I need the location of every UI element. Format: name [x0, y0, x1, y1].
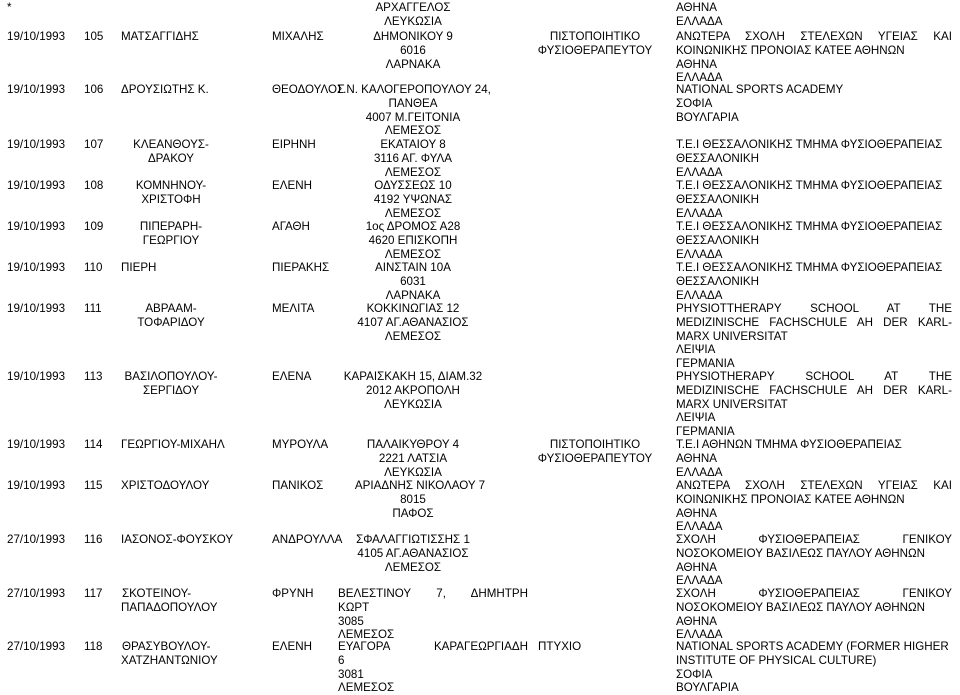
firstname-cell: ΠΑΝΙΚΟΣ: [272, 479, 324, 492]
qualification-cell: ΠΤΥΧΙΟ: [538, 640, 582, 653]
fragment-address: ΑΡΧΑΓΓΕΛΟΣ ΛΕΥΚΩΣΙΑ: [375, 1, 451, 28]
number-cell: 116: [84, 533, 103, 546]
date-cell: 19/10/1993: [7, 370, 66, 383]
number-cell: 109: [84, 220, 104, 233]
school-cell: ΑΝΩΤΕΡΑ ΣΧΟΛΗ ΣΤΕΛΕΧΩΝ ΥΓΕΙΑΣ ΚΑΙ ΚΟΙΝΩΝΙΚΗΣ ΠΡΟΝΟΙΑΣ ΚΑΤΕΕ ΑΘΗΝΩΝ ΑΘΗΝΑ ΕΛΛΑΔΑ: [676, 479, 952, 534]
surname-cell: ΚΟΜΝΗΝΟΥ- ΧΡΙΣΤΟΦΗ: [135, 179, 207, 206]
surname-cell: ΔΡΟΥΣΙΩΤΗΣ Κ.: [121, 83, 209, 96]
firstname-cell: ΕΛΕΝΗ: [272, 179, 312, 192]
number-cell: 105: [84, 30, 104, 43]
date-cell: 19/10/1993: [7, 83, 66, 96]
number-cell: 118: [84, 640, 103, 653]
number-cell: 113: [84, 370, 103, 383]
surname-cell: ΠΙΕΡΗ: [121, 261, 157, 274]
surname-cell: ΣΚΟΤΕΙΝΟΥ- ΠΑΠΑΔΟΠΟΥΛΟΥ: [121, 587, 218, 614]
firstname-cell: ΕΙΡΗΝΗ: [272, 138, 316, 151]
school-cell: ΑΝΩΤΕΡΑ ΣΧΟΛΗ ΣΤΕΛΕΧΩΝ ΥΓΕΙΑΣ ΚΑΙ ΚΟΙΝΩΝΙΚΗΣ ΠΡΟΝΟΙΑΣ ΚΑΤΕΕ ΑΘΗΝΩΝ ΑΘΗΝΑ ΕΛΛΑΔΑ: [676, 30, 952, 85]
firstname-cell: ΑΓΑΘΗ: [272, 220, 310, 233]
school-cell: ΣΧΟΛΗ ΦΥΣΙΟΘΕΡΑΠΕΙΑΣ ΓΕΝΙΚΟΥ ΝΟΣΟΚΟΜΕΙΟΥ ΒΑΣΙΛΕΩΣ ΠΑΥΛΟΥ ΑΘΗΝΩΝ ΑΘΗΝΑ ΕΛΛΑΔΑ: [676, 533, 952, 588]
date-cell: 19/10/1993: [7, 479, 66, 492]
qualification-cell: ΠΙΣΤΟΠΟΙΗΤΙΚΟ ΦΥΣΙΟΘΕΡΑΠΕΥΤΟΥ: [537, 438, 653, 465]
number-cell: 117: [84, 587, 103, 600]
number-cell: 111: [84, 302, 102, 315]
surname-cell: ΘΡΑΣΥΒΟΥΛΟΥ- ΧΑΤΖΗΑΝΤΩΝΙΟΥ: [121, 640, 218, 667]
surname-cell: ΙΑΣΟΝΟΣ-ΦΟΥΣΚΟΥ: [121, 533, 234, 546]
surname-cell: ΑΒΡΑΑΜ- ΤΟΦΑΡΙΔΟΥ: [137, 302, 205, 329]
date-cell: 19/10/1993: [7, 220, 66, 233]
address-cell: ΔΗΜΟΝΙΚΟΥ 9 6016 ΛΑΡΝΑΚΑ: [373, 30, 453, 71]
number-cell: 114: [84, 438, 103, 451]
surname-cell: ΜΑΤΣΑΓΓΙΔΗΣ: [121, 30, 199, 43]
firstname-cell: ΕΛΕΝΗ: [272, 640, 312, 653]
number-cell: 110: [84, 261, 103, 274]
asterisk-mark: *: [7, 1, 12, 14]
firstname-cell: ΦΡΥΝΗ: [272, 587, 314, 600]
surname-cell: ΓΕΩΡΓΙΟΥ-ΜΙΧΑΗΛ: [121, 438, 225, 451]
number-cell: 115: [84, 479, 103, 492]
school-cell: NATIONAL SPORTS ACADEMY (FORMER HIGHER INSTITUTE OF PHYSICAL CULTURE) ΣΟΦΙΑ ΒΟΥΛΓΑΡΙΑ: [676, 640, 949, 695]
firstname-cell: ΠΙΕΡΑΚΗΣ: [272, 261, 330, 274]
surname-cell: ΚΛΕΑΝΘΟΥΣ- ΔΡΑΚΟΥ: [133, 138, 209, 165]
date-cell: 19/10/1993: [7, 302, 66, 315]
firstname-cell: ΜΕΛΙΤΑ: [272, 302, 315, 315]
address-cell: ΑΡΙΑΔΝΗΣ ΝΙΚΟΛΑΟΥ 7 8015 ΠΑΦΟΣ: [354, 479, 486, 520]
date-cell: 19/10/1993: [7, 438, 66, 451]
firstname-cell: ΜΙΧΑΛΗΣ: [272, 30, 324, 43]
number-cell: 106: [84, 83, 104, 96]
address-cell: ΑΙΝΣΤΑΙΝ 10Α 6031 ΛΑΡΝΑΚΑ: [375, 261, 451, 302]
surname-cell: ΒΑΣΙΛΟΠΟΥΛΟΥ- ΣΕΡΓΙΔΟΥ: [124, 370, 218, 397]
date-cell: 19/10/1993: [7, 261, 66, 274]
firstname-cell: ΑΝΔΡΟΥΛΛΑ: [272, 533, 343, 546]
address-cell: ΚΑΡΑΙΣΚΑΚΗ 15, ΔΙΑΜ.32 2012 ΑΚΡΟΠΟΛΗ ΛΕΥΚΩΣΙΑ: [343, 370, 483, 411]
address-cell: ΕΥΑΓΟΡΑ ΚΑΡΑΓΕΩΡΓΙΑΔΗ 6 3081 ΛΕΜΕΣΟΣ: [338, 640, 528, 695]
address-cell: ΕΚΑΤΑΙΟΥ 8 3116 ΑΓ. ΦΥΛΑ ΛΕΜΕΣΟΣ: [373, 138, 453, 179]
date-cell: 27/10/1993: [7, 640, 66, 653]
fragment-employer-address: ΑΘΗΝΑ ΕΛΛΑΔΑ: [676, 1, 723, 28]
date-cell: 19/10/1993: [7, 138, 66, 151]
school-cell: PHYSIOTTHERAPY SCHOOL AT THE MEDIZINISCHE FACHSCHULE AH DER KARL- MARX UNIVERSITAT ΛΕΙΨΙΑ ΓΕΡΜΑΝΙΑ: [676, 302, 952, 371]
number-cell: 107: [84, 138, 104, 151]
address-cell: ΚΟΚΚΙΝΩΓΙΑΣ 12 4107 ΑΓ.ΑΘΑΝΑΣΙΟΣ ΛΕΜΕΣΟΣ: [357, 302, 469, 343]
school-cell: Τ.Ε.Ι ΘΕΣΣΑΛΟΝΙΚΗΣ ΤΜΗΜΑ ΦΥΣΙΟΘΕΡΑΠΕΙΑΣ ΘΕΣΣΑΛΟΝΙΚΗ ΕΛΛΑΔΑ: [676, 138, 943, 179]
school-cell: Τ.Ε.Ι ΑΘΗΝΩΝ ΤΜΗΜΑ ΦΥΣΙΟΘΕΡΑΠΕΙΑΣ ΑΘΗΝΑ ΕΛΛΑΔΑ: [676, 438, 902, 479]
school-cell: Τ.Ε.Ι ΘΕΣΣΑΛΟΝΙΚΗΣ ΤΜΗΜΑ ΦΥΣΙΟΘΕΡΑΠΕΙΑΣ ΘΕΣΣΑΛΟΝΙΚΗ ΕΛΛΑΔΑ: [676, 261, 943, 302]
address-cell: ΒΕΛΕΣΤΙΝΟΥ 7, ΔΗΜΗΤΡΗ ΚΩΡΤ 3085 ΛΕΜΕΣΟΣ: [338, 587, 528, 642]
address-cell: ΣΦΑΛΑΓΓΙΩΤΙΣΣΗΣ 1 4105 ΑΓ.ΑΘΑΝΑΣΙΟΣ ΛΕΜΕΣΟΣ: [356, 533, 470, 574]
surname-cell: ΠΙΠΕΡΑΡΗ- ΓΕΩΡΓΙΟΥ: [139, 220, 203, 247]
date-cell: 19/10/1993: [7, 30, 66, 43]
firstname-cell: ΜΥΡΟΥΛΑ: [272, 438, 329, 451]
firstname-cell: ΘΕΟΔΟΥΛΟΣ: [272, 83, 345, 96]
number-cell: 108: [84, 179, 104, 192]
address-cell: 1ος ΔΡΟΜΟΣ Α28 4620 ΕΠΙΣΚΟΠΗ ΛΕΜΕΣΟΣ: [365, 220, 461, 261]
qualification-cell: ΠΙΣΤΟΠΟΙΗΤΙΚΟ ΦΥΣΙΟΘΕΡΑΠΕΥΤΟΥ: [537, 30, 653, 57]
address-cell: Γ.Ν. ΚΑΛΟΓΕΡΟΠΟΥΛΟΥ 24, ΠΑΝΘΕΑ 4007 Μ.ΓΕΙΤΟΝΙΑ ΛΕΜΕΣΟΣ: [338, 83, 491, 138]
school-cell: PHYSIOTHERAPY SCHOOL AT THE MEDIZINISCHE FACHSCHULE AH DER KARL- MARX UNIVERSITAT ΛΕΙΨΙΑ ΓΕΡΜΑΝΙΑ: [676, 370, 952, 439]
school-cell: Τ.Ε.Ι ΘΕΣΣΑΛΟΝΙΚΗΣ ΤΜΗΜΑ ΦΥΣΙΟΘΕΡΑΠΕΙΑΣ ΘΕΣΣΑΛΟΝΙΚΗ ΕΛΛΑΔΑ: [676, 220, 943, 261]
date-cell: 27/10/1993: [7, 533, 66, 546]
address-cell: ΟΔΥΣΣΕΩΣ 10 4192 ΥΨΩΝΑΣ ΛΕΜΕΣΟΣ: [373, 179, 453, 220]
firstname-cell: ΕΛΕΝΑ: [272, 370, 312, 383]
surname-cell: ΧΡΙΣΤΟΔΟΥΛΟΥ: [121, 479, 210, 492]
date-cell: 27/10/1993: [7, 587, 66, 600]
school-cell: ΣΧΟΛΗ ΦΥΣΙΟΘΕΡΑΠΕΙΑΣ ΓΕΝΙΚΟΥ ΝΟΣΟΚΟΜΕΙΟΥ ΒΑΣΙΛΕΩΣ ΠΑΥΛΟΥ ΑΘΗΝΩΝ ΑΘΗΝΑ ΕΛΛΑΔΑ: [676, 587, 952, 642]
address-cell: ΠΑΛΑΙΚΥΘΡΟΥ 4 2221 ΛΑΤΣΙΑ ΛΕΥΚΩΣΙΑ: [366, 438, 460, 479]
date-cell: 19/10/1993: [7, 179, 66, 192]
school-cell: NATIONAL SPORTS ACADEMY ΣΟΦΙΑ ΒΟΥΛΓΑΡΙΑ: [676, 83, 844, 124]
school-cell: Τ.Ε.Ι ΘΕΣΣΑΛΟΝΙΚΗΣ ΤΜΗΜΑ ΦΥΣΙΟΘΕΡΑΠΕΙΑΣ ΘΕΣΣΑΛΟΝΙΚΗ ΕΛΛΑΔΑ: [676, 179, 943, 220]
